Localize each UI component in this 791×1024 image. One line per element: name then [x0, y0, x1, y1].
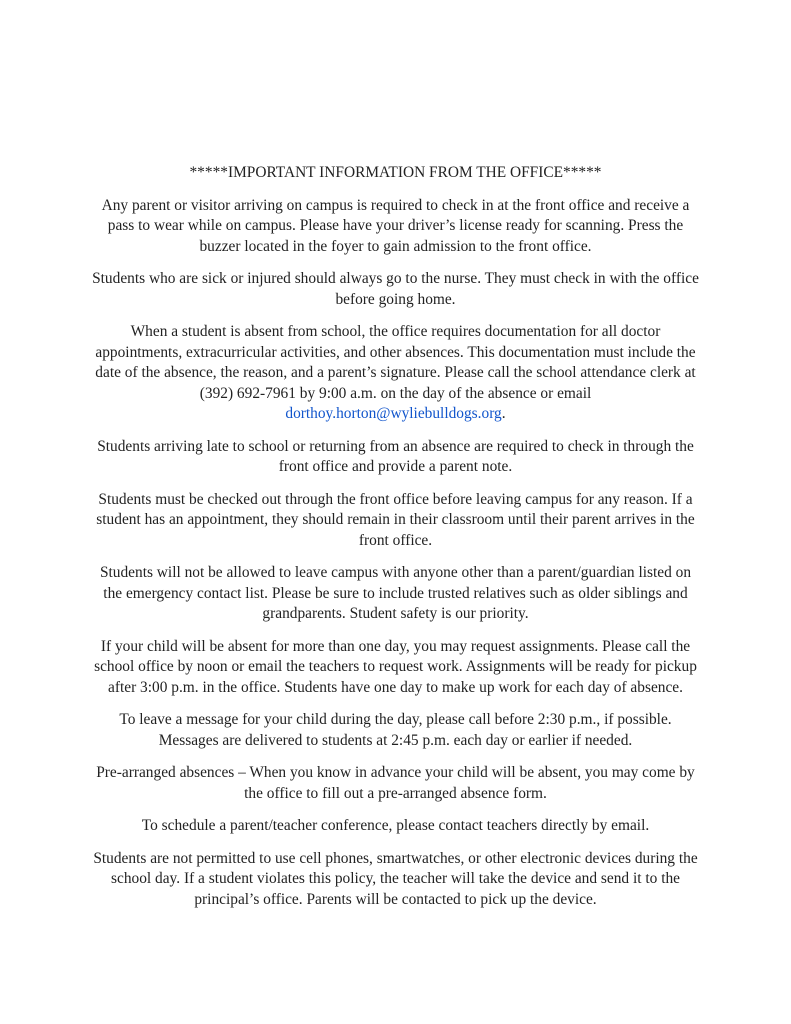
paragraph-assignments: If your child will be absent for more than one day, you may request assignments. Please call the school office by noon or email the teachers to request work. Assignments will be ready for pickup after 3:00 p.m. in the office. Students have one day to make up work for each day of absence.: [94, 637, 697, 696]
attendance-email-link[interactable]: dorthoy.horton@wyliebulldogs.org: [285, 405, 502, 422]
paragraph-absence-documentation: [90, 322, 701, 425]
paragraph-emergency-contact: Students will not be allowed to leave campus with anyone other than a parent/guardian listed on the emergency contact list. Please be sure to include trusted relatives such as older siblings and grandparents. Student safety is our priority.: [99, 564, 692, 622]
paragraph-electronic-devices: Students are not permitted to use cell phones, smartwatches, or other electronic devices during the school day. If a student violates this policy, the teacher will take the device and send it to the principal’s office. Parents will be contacted to pick up the device.: [93, 849, 698, 908]
absence-text: When a student is absent from school, the office requires documentation for all doctor appointments, extracurricular activities, and other absences. This documentation must include the date of the absence, the reason, and a parent’s signature. Please call the school attendance clerk at (392) 692-7961 by 9:00 a.m. on the day of the absence or email: [95, 323, 696, 402]
paragraph-visitor-checkin: Any parent or visitor arriving on campus is required to check in at the front office and receive a pass to wear while on campus. Please have your driver’s license ready for scanning. Press the buzzer located in the foyer to gain admission to the front office.: [101, 196, 690, 255]
paragraph-prearranged-absences: Pre-arranged absences – When you know in advance your child will be absent, you may come by the office to fill out a pre-arranged absence form.: [96, 764, 695, 802]
absence-end: .: [501, 405, 506, 422]
paragraph-messages: To leave a message for your child during the day, please call before 2:30 p.m., if possible. Messages are delivered to students at 2:45 p.m. each day or earlier if needed.: [119, 711, 672, 749]
document-body: [90, 163, 701, 922]
paragraph-sick-students: Students who are sick or injured should always go to the nurse. They must check in with the office before going home.: [92, 270, 699, 308]
page-title: *****IMPORTANT INFORMATION FROM THE OFFICE*****: [189, 164, 602, 181]
paragraph-late-arrival: Students arriving late to school or returning from an absence are required to check in through the front office and provide a parent note.: [97, 437, 694, 475]
paragraph-checkout: Students must be checked out through the front office before leaving campus for any reason. If a student has an appointment, they should remain in their classroom until their parent arrives in the front office.: [96, 490, 695, 549]
paragraph-conferences: To schedule a parent/teacher conference, please contact teachers directly by email.: [141, 817, 650, 834]
